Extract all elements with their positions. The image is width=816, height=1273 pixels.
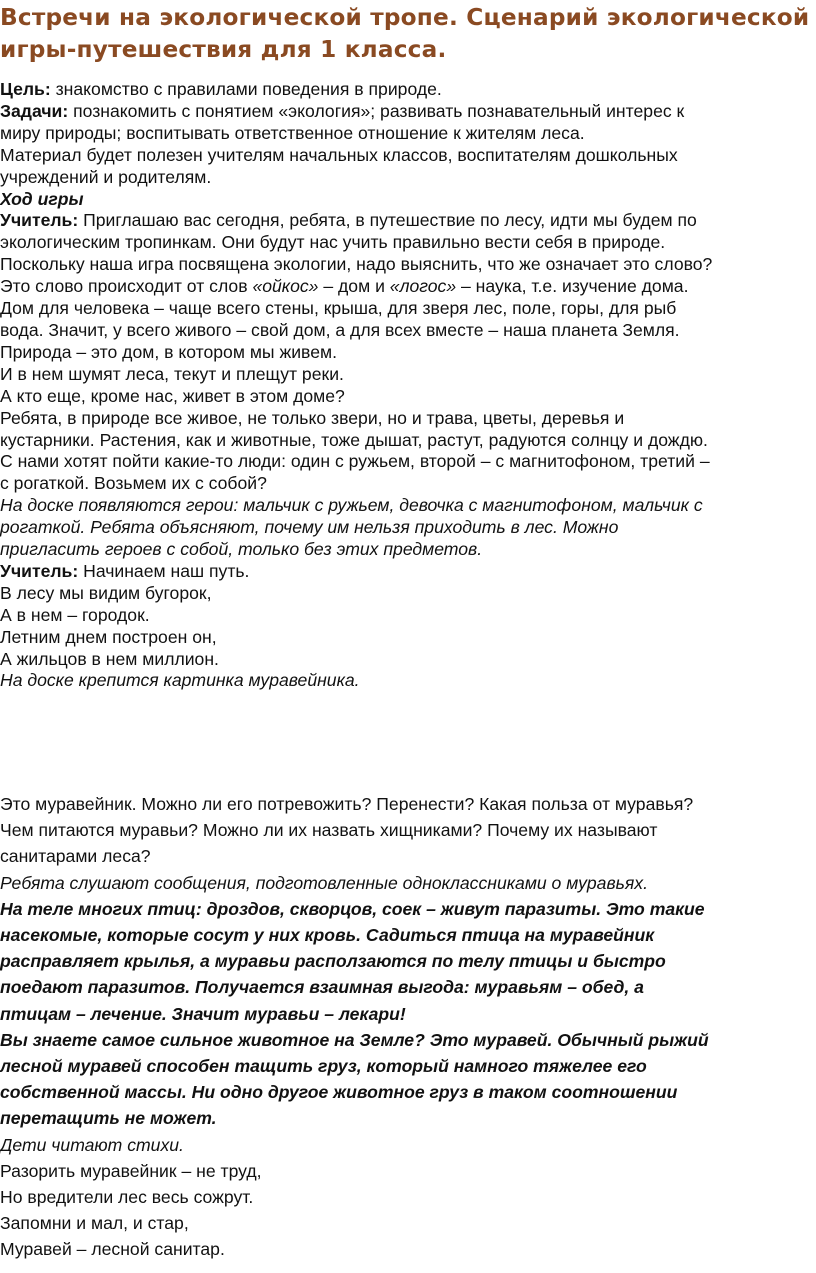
stage-note-line: пригласить героев с собой, только без этих предметов. (0, 539, 483, 560)
goal-paragraph (0, 79, 816, 101)
ant-fact-line: собственной массы. Ни одно другое животное груз в таком соотношении (0, 1082, 678, 1103)
poem-line: Но вредители лес весь сожрут. (0, 1187, 254, 1208)
question-line: Чем питаются муравьи? Можно ли их назвать хищниками? Почему их называют (0, 820, 658, 841)
teacher-text-line: экологическим тропинкам. Они будут нас учить правильно вести себя в природе. (0, 232, 666, 253)
goal-label: Цель: (0, 79, 51, 99)
poem-line: В лесу мы видим бугорок, (0, 582, 212, 603)
ant-fact-line: Вы знаете самое сильное животное на Земле? Это муравей. Обычный рыжий (0, 1029, 709, 1050)
teacher-text-line: Дом для человека – чаще всего стены, крыша, для зверя лес, поле, горы, для рыб (0, 298, 677, 319)
tasks-text: познакомить с понятием «экология»; развивать познавательный интерес к (68, 100, 685, 121)
teacher-label: Учитель: (0, 210, 79, 231)
scenario-text-block-2 (0, 791, 816, 1263)
teacher-text-line: А кто еще, кроме нас, живет в этом доме? (0, 385, 345, 406)
poem-line: Муравей – лесной санитар. (0, 1239, 225, 1260)
teacher-paragraph (0, 210, 816, 232)
stage-note-line: рогаткой. Ребята объясняют, почему им нельзя приходить в лес. Можно (0, 517, 619, 538)
teacher-text-line: Ребята, в природе все живое, не только звери, но и трава, цветы, деревья и (0, 407, 625, 428)
ant-fact-line: На теле многих птиц: дроздов, скворцов, соек – живут паразиты. Это такие (0, 898, 705, 919)
teacher-text-line: кустарники. Растения, как и животные, тоже дышат, растут, радуются солнцу и дождю. (0, 429, 708, 450)
ant-fact-line: расправляет крылья, а муравьи расползаются по телу птицы и быстро (0, 951, 666, 972)
text-fragment: – дом и (318, 276, 390, 297)
game-heading: Ход игры (0, 188, 84, 209)
ant-fact-line: поедают паразитов. Получается взаимная выгода: муравьям – обед, а (0, 977, 644, 998)
tasks-text-line: миру природы; воспитывать ответственное отношение к жителям леса. (0, 122, 585, 143)
teacher-paragraph (0, 561, 816, 583)
ant-fact-line: птицам – лечение. Значит муравьи – лекари! (0, 1003, 406, 1024)
stage-note-line: Дети читают стихи. (0, 1134, 184, 1155)
term-oikos: «ойкос» (252, 276, 319, 297)
poem-line: А в нем – городок. (0, 604, 150, 625)
stage-note-line: На доске появляются герои: мальчик с ружьем, девочка с магнитофоном, мальчик с (0, 495, 703, 516)
tasks-paragraph (0, 101, 816, 123)
poem-line: Разорить муравейник – не труд, (0, 1160, 262, 1181)
ant-fact-line: лесной муравей способен тащить груз, который намного тяжелее его (0, 1056, 647, 1077)
title-line: игры-путешествия для 1 класса. (0, 36, 447, 63)
title-line: Встречи на экологической тропе. Сценарий экологической (0, 4, 810, 31)
stage-note-line: Ребята слушают сообщения, подготовленные одноклассниками о муравьях. (0, 872, 648, 893)
teacher-text-line: И в нем шумят леса, текут и плещут реки. (0, 363, 344, 384)
teacher-text-line: вода. Значит, у всего живого – свой дом, а для всех вместе – наша планета Земля. (0, 319, 680, 340)
teacher-text-line: с рогаткой. Возьмем их с собой? (0, 473, 267, 494)
ant-fact-line: насекомые, которые сосут у них кровь. Садиться птица на муравейник (0, 925, 655, 946)
teacher-text: Приглашаю вас сегодня, ребята, в путешествие по лесу, идти мы будем по (78, 210, 697, 231)
text-fragment: Это слово происходит от слов (0, 276, 253, 297)
teacher-label: Учитель: (0, 560, 79, 581)
tasks-label: Задачи: (0, 100, 69, 121)
term-logos: «логос» (389, 276, 457, 297)
stage-note-line: На доске крепится картинка муравейника. (0, 670, 360, 691)
page-title (0, 2, 816, 66)
material-text-line: учреждений и родителям. (0, 166, 212, 187)
teacher-text-line: Поскольку наша игра посвящена экологии, надо выяснить, что же означает это слово? (0, 254, 713, 275)
teacher-text-line (0, 276, 816, 298)
material-text-line: Материал будет полезен учителям начальных классов, воспитателям дошкольных (0, 144, 678, 165)
poem-line: Летним днем построен он, (0, 626, 217, 647)
question-line: Это муравейник. Можно ли его потревожить? Перенести? Какая польза от муравья? (0, 794, 694, 814)
teacher-text-line: С нами хотят пойти какие-то люди: один с ружьем, второй – с магнитофоном, третий – (0, 451, 710, 472)
goal-text: знакомство с правилами поведения в природе. (50, 79, 442, 99)
ant-fact-line: перетащить не может. (0, 1108, 217, 1129)
text-fragment: – наука, т.е. изучение дома. (456, 276, 689, 297)
question-line: санитарами леса? (0, 846, 151, 867)
teacher-text-line: Природа – это дом, в котором мы живем. (0, 341, 337, 362)
teacher-text: Начинаем наш путь. (78, 560, 250, 581)
scenario-text-block-1 (0, 79, 816, 692)
poem-line: А жильцов в нем миллион. (0, 648, 219, 669)
poem-line: Запомни и мал, и стар, (0, 1213, 189, 1234)
